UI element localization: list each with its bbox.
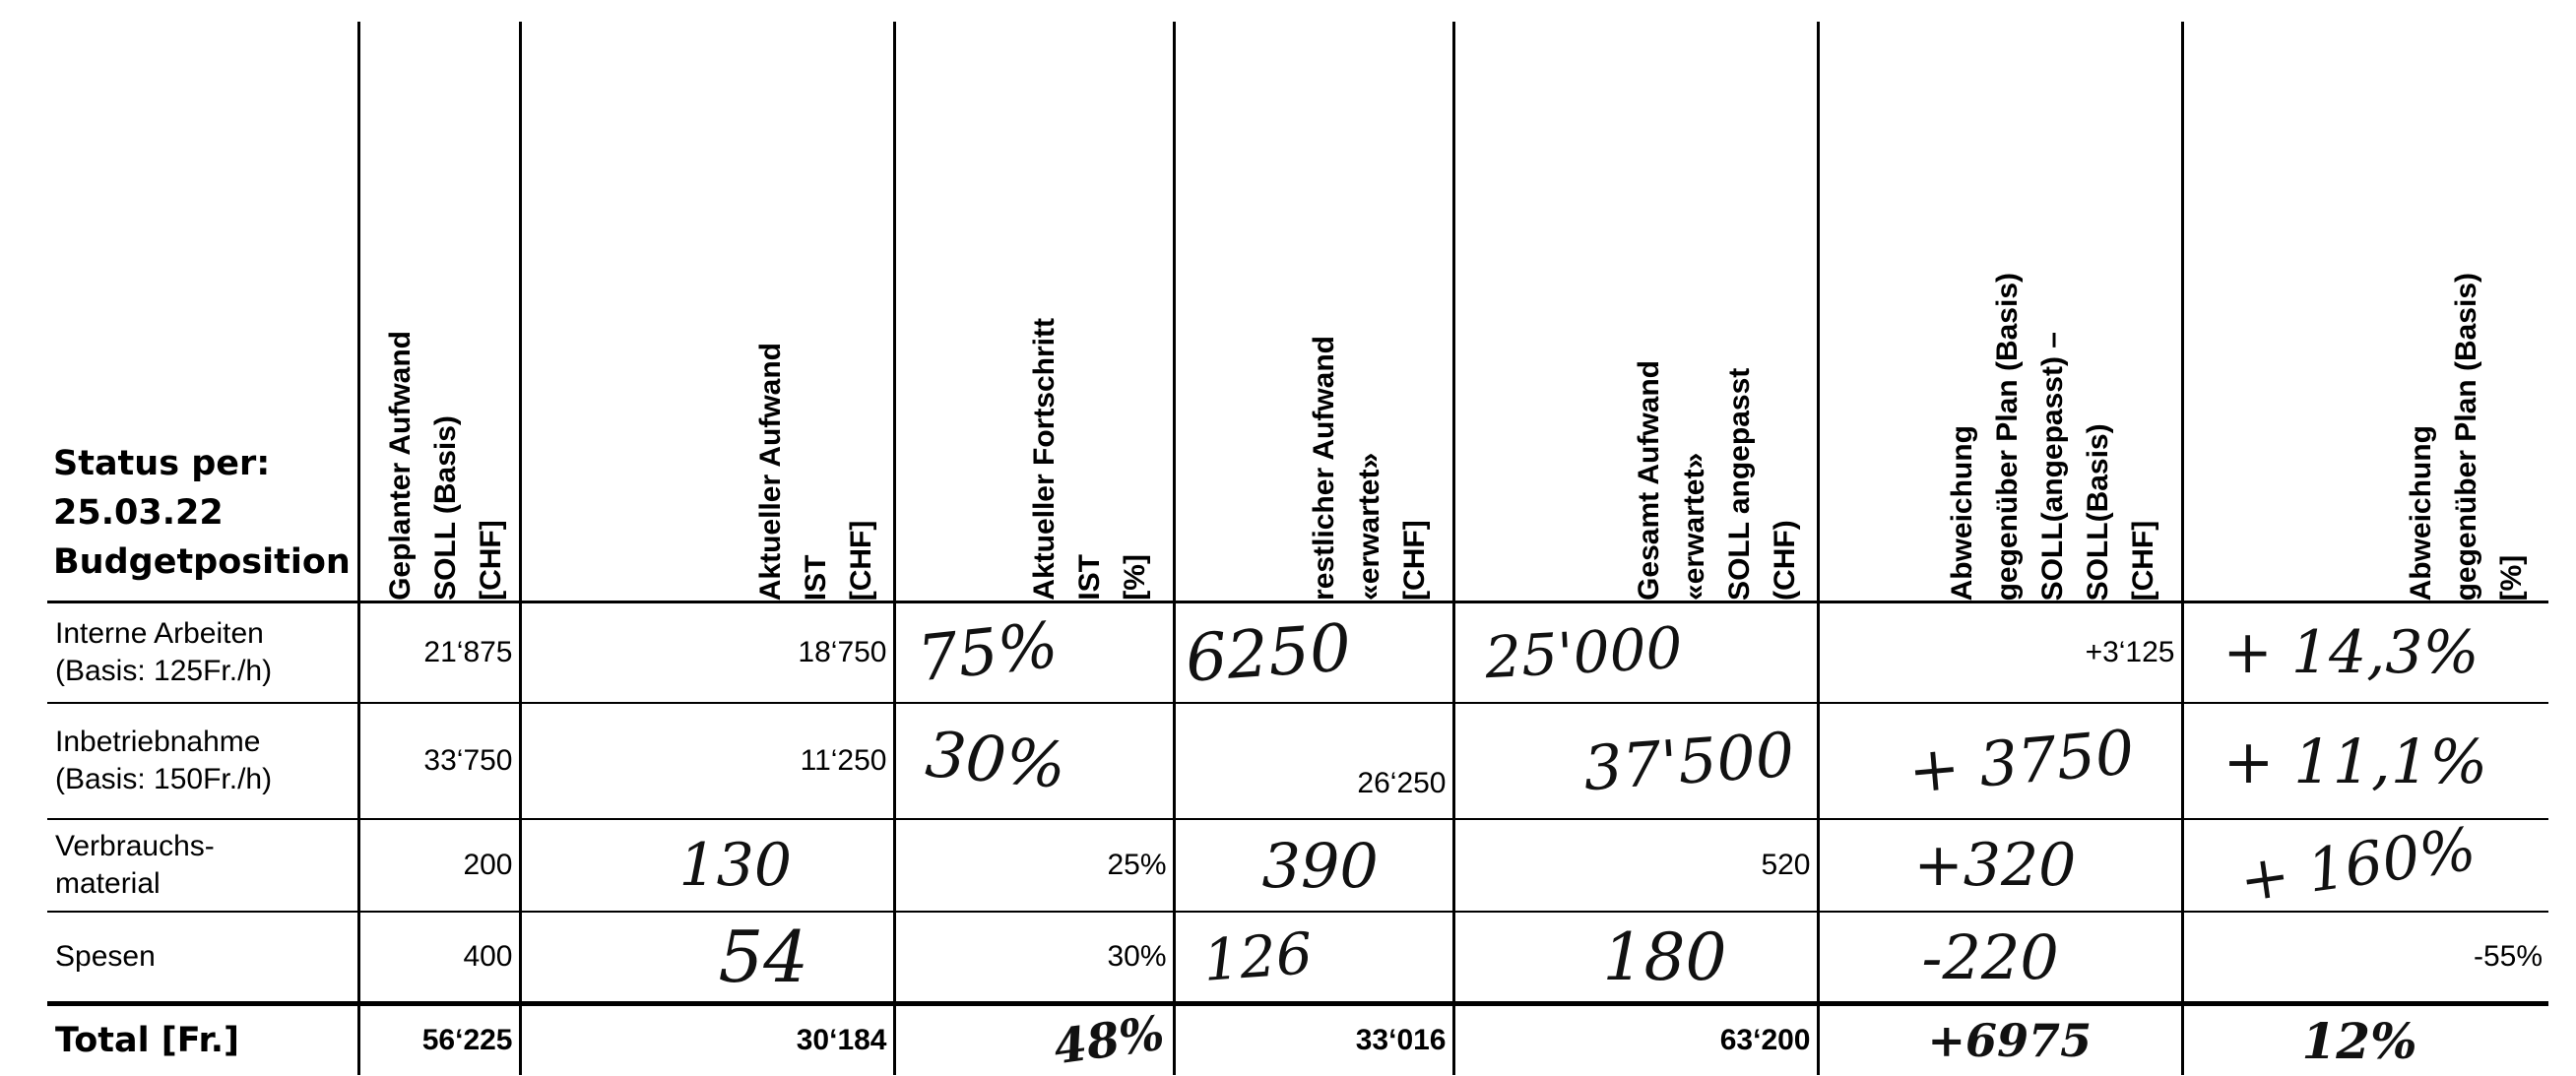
cell-abweichung-chf bbox=[1818, 912, 2182, 1004]
col-header-line: SOLL(angepasst) – bbox=[2035, 331, 2069, 601]
cell-fortschritt: 25% bbox=[894, 819, 1174, 912]
cell-fortschritt bbox=[894, 602, 1174, 704]
handwritten-value: + 11,1% bbox=[2222, 725, 2488, 797]
status-label: Status per: bbox=[53, 444, 271, 483]
col-header-line: [CHF] bbox=[1397, 520, 1431, 601]
handwritten-value: 48% bbox=[1050, 1005, 1168, 1076]
row-label-line: Verbrauchs- bbox=[55, 830, 215, 862]
handwritten-value: + 3750 bbox=[1904, 715, 2137, 807]
col-header-line: gegenüber Plan (Basis) bbox=[2449, 272, 2482, 601]
status-date: 25.03.22 bbox=[53, 493, 224, 533]
cell-gesamt bbox=[1453, 602, 1818, 704]
row-label bbox=[47, 819, 358, 912]
col-header-line: «erwartet» bbox=[1352, 452, 1385, 601]
handwritten-value: + 160% bbox=[2234, 814, 2480, 917]
cell-abweichung-pct bbox=[2182, 703, 2548, 819]
total-row bbox=[47, 1004, 2548, 1076]
handwritten-value: 6250 bbox=[1183, 608, 1353, 697]
cell-gesamt bbox=[1453, 912, 1818, 1004]
cell-ist: 30‘184 bbox=[520, 1004, 894, 1076]
col-header-line: SOLL (Basis) bbox=[428, 415, 462, 601]
col-header-soll bbox=[358, 22, 520, 602]
cell-soll: 400 bbox=[358, 912, 520, 1004]
col-header-line: Gesamt Aufwand bbox=[1632, 360, 1665, 601]
col-header-line: [CHF] bbox=[2126, 520, 2159, 601]
row-label-line: (Basis: 150Fr./h) bbox=[55, 763, 273, 795]
table-row bbox=[47, 602, 2548, 704]
col-header-line: SOLL(Basis) bbox=[2081, 422, 2114, 601]
col-header-abweichung-chf bbox=[1818, 22, 2182, 602]
col-header-line: [%] bbox=[2494, 554, 2528, 601]
col-header-line: [CHF] bbox=[844, 520, 877, 601]
cell-abweichung-pct: -55% bbox=[2182, 912, 2548, 1004]
col-header-line: IST bbox=[1072, 554, 1106, 601]
header-row bbox=[47, 22, 2548, 602]
row-label-line: Spesen bbox=[55, 940, 156, 973]
row-label-line: Interne Arbeiten bbox=[55, 617, 264, 650]
col-header-restlich bbox=[1174, 22, 1453, 602]
col-header-line: gegenüber Plan (Basis) bbox=[1990, 272, 2024, 601]
col-header-line: IST bbox=[799, 554, 832, 601]
cell-soll: 33‘750 bbox=[358, 703, 520, 819]
cell-fortschritt bbox=[894, 1004, 1174, 1076]
cell-restlich: 33‘016 bbox=[1174, 1004, 1453, 1076]
row-label-line: (Basis: 125Fr./h) bbox=[55, 655, 273, 687]
col-header-line: [%] bbox=[1118, 554, 1151, 601]
status-cell bbox=[47, 22, 358, 602]
handwritten-value: 37'500 bbox=[1580, 718, 1797, 804]
handwritten-value: 25'000 bbox=[1482, 613, 1684, 692]
handwritten-value: 30% bbox=[922, 718, 1068, 804]
row-label bbox=[47, 703, 358, 819]
cell-gesamt bbox=[1453, 703, 1818, 819]
cell-ist bbox=[520, 819, 894, 912]
col-header-ist bbox=[520, 22, 894, 602]
cell-gesamt: 520 bbox=[1453, 819, 1818, 912]
handwritten-value: 180 bbox=[1602, 918, 1727, 995]
row-label-line: Inbetriebnahme bbox=[55, 726, 261, 758]
col-header-line: [CHF] bbox=[474, 520, 507, 601]
col-header-line: Abweichung bbox=[2404, 424, 2437, 601]
cell-fortschritt: 30% bbox=[894, 912, 1174, 1004]
col-header-line: Geplanter Aufwand bbox=[383, 331, 417, 601]
cell-abweichung-pct bbox=[2182, 1004, 2548, 1076]
cell-soll: 56‘225 bbox=[358, 1004, 520, 1076]
cell-restlich bbox=[1174, 912, 1453, 1004]
cell-soll: 200 bbox=[358, 819, 520, 912]
col-header-abweichung-pct bbox=[2182, 22, 2548, 602]
table-row bbox=[47, 819, 2548, 912]
cell-gesamt: 63‘200 bbox=[1453, 1004, 1818, 1076]
col-header-gesamt bbox=[1453, 22, 1818, 602]
handwritten-value: 75% bbox=[914, 608, 1062, 697]
col-header-line: restlicher Aufwand bbox=[1307, 336, 1340, 601]
budget-position-label: Budgetposition bbox=[53, 542, 351, 582]
row-label bbox=[47, 912, 358, 1004]
col-header-line: Abweichung bbox=[1945, 424, 1978, 601]
total-label: Total [Fr.] bbox=[55, 1021, 240, 1060]
handwritten-value: 54 bbox=[718, 916, 809, 998]
col-header-line: SOLL angepasst bbox=[1722, 367, 1756, 601]
handwritten-value: 130 bbox=[678, 831, 793, 900]
cell-soll: 21‘875 bbox=[358, 602, 520, 704]
row-label-line: material bbox=[55, 867, 161, 900]
cell-ist bbox=[520, 912, 894, 1004]
cell-abweichung-chf bbox=[1818, 703, 2182, 819]
col-header-line: (CHF) bbox=[1768, 520, 1801, 601]
handwritten-value: 390 bbox=[1261, 829, 1379, 902]
budget-table bbox=[47, 22, 2548, 1075]
handwritten-value: + 14,3% bbox=[2222, 618, 2479, 687]
cell-restlich: 26‘250 bbox=[1174, 703, 1453, 819]
row-label bbox=[47, 602, 358, 704]
cell-fortschritt bbox=[894, 703, 1174, 819]
table-row bbox=[47, 912, 2548, 1004]
table-row bbox=[47, 703, 2548, 819]
cell-abweichung-chf: +3‘125 bbox=[1818, 602, 2182, 704]
handwritten-value: +6975 bbox=[1927, 1014, 2093, 1067]
handwritten-value: 12% bbox=[2301, 1011, 2417, 1070]
col-header-line: Aktueller Fortschritt bbox=[1027, 318, 1061, 601]
cell-abweichung-chf bbox=[1818, 819, 2182, 912]
col-header-line: Aktueller Aufwand bbox=[753, 342, 787, 601]
col-header-fortschritt bbox=[894, 22, 1174, 602]
cell-ist: 11‘250 bbox=[520, 703, 894, 819]
handwritten-value: -220 bbox=[1921, 920, 2059, 993]
cell-ist: 18‘750 bbox=[520, 602, 894, 704]
cell-restlich bbox=[1174, 819, 1453, 912]
cell-abweichung-pct bbox=[2182, 814, 2548, 917]
cell-abweichung-pct bbox=[2182, 602, 2548, 704]
handwritten-value: 126 bbox=[1200, 919, 1315, 994]
cell-abweichung-chf bbox=[1818, 1004, 2182, 1076]
col-header-line: «erwartet» bbox=[1677, 452, 1710, 601]
handwritten-value: +320 bbox=[1913, 831, 2077, 900]
cell-restlich bbox=[1174, 602, 1453, 704]
